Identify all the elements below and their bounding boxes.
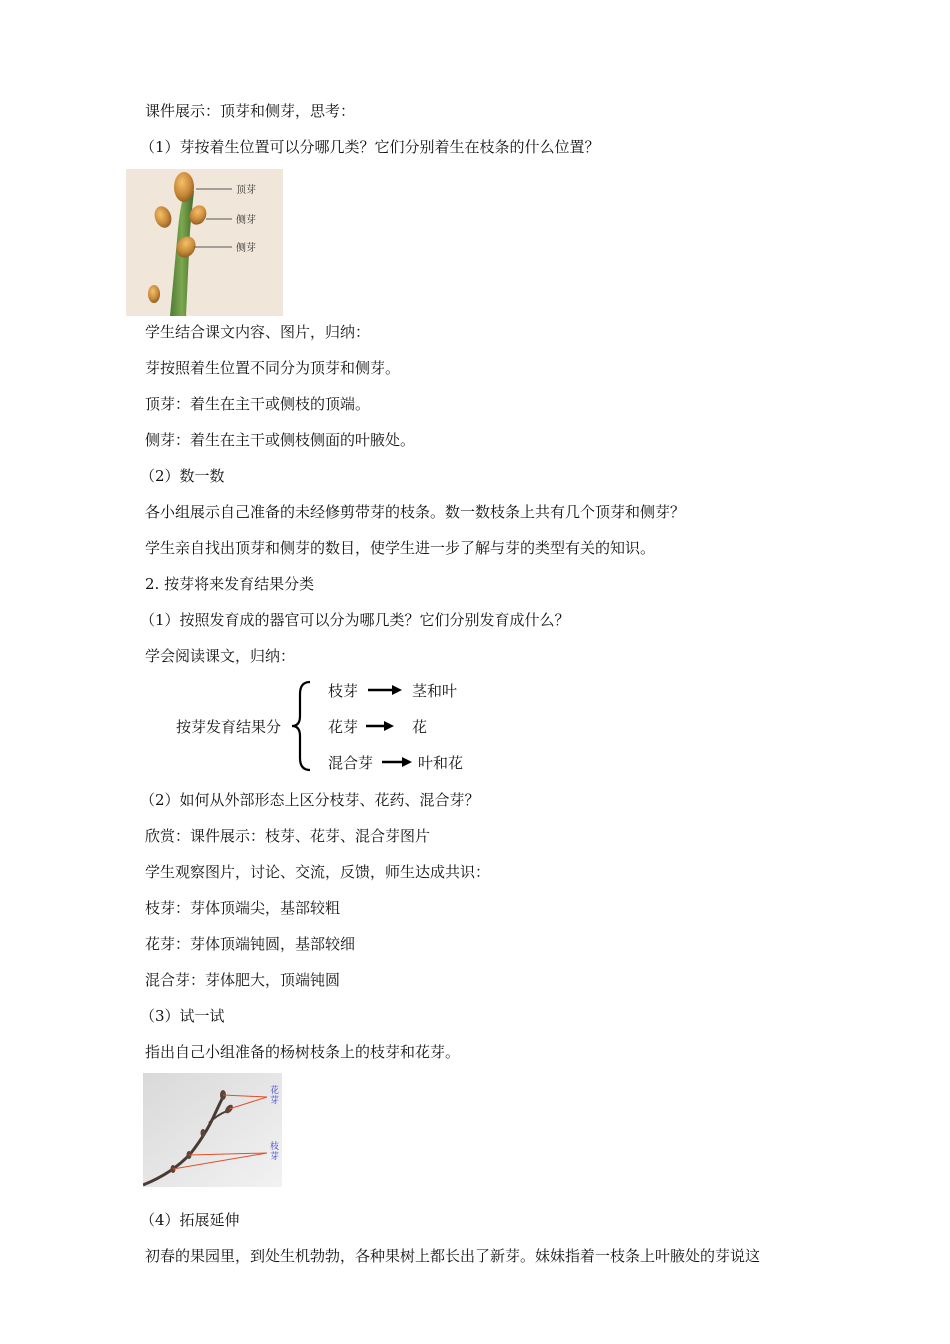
terminal-lateral-bud-photo: [126, 169, 283, 316]
diagram-source: 混合芽: [328, 754, 374, 772]
text-line: 学会阅读课文，归纳：: [145, 647, 296, 665]
brace-icon: [290, 680, 312, 772]
arrow-right-icon: [382, 756, 414, 768]
lateral-bud-label: 侧芽: [236, 215, 256, 226]
text-line: 各小组展示自己准备的未经修剪带芽的枝条。数一数枝条上共有几个顶芽和侧芽？: [145, 503, 686, 521]
diagram-target: 花: [412, 718, 428, 736]
branch-bud-label: 枝芽: [270, 1142, 280, 1162]
question: （2）如何从外部形态上区分枝芽、花药、混合芽？: [140, 791, 480, 809]
text-line: 指出自己小组准备的杨树枝条上的枝芽和花芽。: [145, 1043, 461, 1061]
diagram-target: 叶和花: [418, 754, 464, 772]
diagram-source: 花芽: [328, 718, 359, 736]
text-line: 学生观察图片，讨论、交流，反馈，师生达成共识：: [145, 863, 491, 881]
lateral-bud-label: 侧芽: [236, 243, 256, 254]
text-line: 欣赏：课件展示：枝芽、花芽、混合芽图片: [145, 827, 431, 845]
subheading: （2）数一数: [140, 467, 225, 485]
text-line: 初春的果园里，到处生机勃勃，各种果树上都长出了新芽。妹妹指着一枝条上叶腋处的芽说这: [145, 1247, 761, 1265]
bud-classification-diagram: [170, 676, 530, 776]
text-line: 芽按照着生位置不同分为顶芽和侧芽。: [145, 359, 401, 377]
subheading: （4）拓展延伸: [140, 1211, 240, 1229]
text-line: 学生亲自找出顶芽和侧芽的数目，使学生进一步了解与芽的类型有关的知识。: [145, 539, 656, 557]
diagram-root: 按芽发育结果分: [176, 718, 282, 736]
arrow-right-icon: [368, 684, 404, 696]
text-line: 侧芽：着生在主干或侧枝侧面的叶腋处。: [145, 431, 416, 449]
diagram-source: 枝芽: [328, 682, 359, 700]
subheading: （3）试一试: [140, 1007, 225, 1025]
text-line: 顶芽：着生在主干或侧枝的顶端。: [145, 395, 371, 413]
question: （1）按照发育成的器官可以分为哪几类？它们分别发育成什么？: [140, 611, 570, 629]
diagram-target: 茎和叶: [412, 682, 458, 700]
arrow-right-icon: [366, 720, 396, 732]
poplar-twig-photo: [143, 1073, 282, 1187]
text-line: 课件展示：顶芽和侧芽，思考：: [145, 102, 356, 120]
section-heading: 2. 按芽将来发育结果分类: [145, 575, 315, 593]
flower-bud-label: 花芽: [270, 1086, 280, 1106]
text-line: 混合芽：芽体肥大，顶端钝圆: [145, 971, 341, 989]
text-line: 花芽：芽体顶端钝圆，基部较细: [145, 935, 356, 953]
question-1: （1）芽按着生位置可以分哪几类？它们分别着生在枝条的什么位置？: [140, 138, 600, 156]
text-line: 学生结合课文内容、图片，归纳：: [145, 323, 371, 341]
text-line: 枝芽：芽体顶端尖，基部较粗: [145, 899, 341, 917]
terminal-bud-label: 顶芽: [236, 185, 256, 196]
